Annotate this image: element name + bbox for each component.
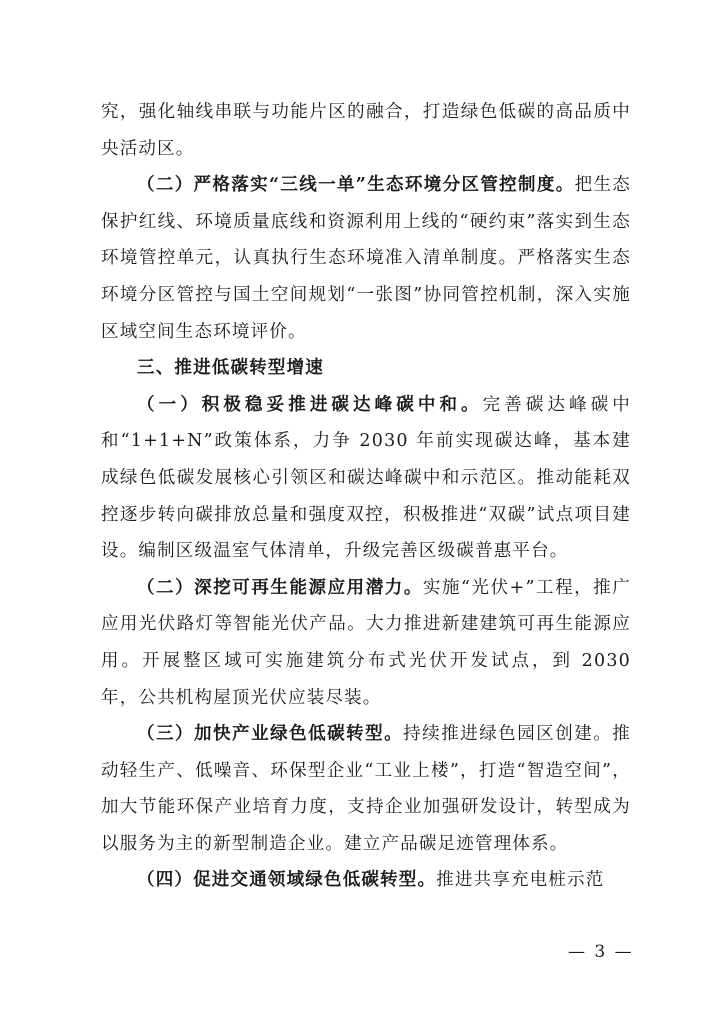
paragraph-lead: （二）严格落实“三线一单”生态环境分区管控制度。 bbox=[137, 175, 575, 196]
body-text bbox=[101, 94, 631, 899]
paragraph-text: 把生态保护红线、环境质量底线和资源利用上线的“硬约束”落实到生态环境管控单元，认真执行生态环境准入清单制度。严格落实生态环境分区管控与国土空间规划“一张图”协同管控机制，深入实施区域空间生态环境评价。 bbox=[101, 175, 631, 342]
paragraph-text: 推进共享充电桩示范 bbox=[436, 870, 605, 891]
paragraph-lead: （四）促进交通领域绿色低碳转型。 bbox=[137, 870, 437, 891]
section-heading: 三、推进低碳转型增速 bbox=[137, 358, 324, 379]
paragraph-continuation bbox=[101, 94, 631, 167]
paragraph-text: 实施“光伏+”工程，推广应用光伏路灯等智能光伏产品。大力推进新建建筑可再生能源应用。开展整区域可实施建筑分布式光伏开发试点，到 2030 年，公共机构屋顶光伏应装尽装。 bbox=[101, 577, 631, 708]
paragraph-text: 究，强化轴线串联与功能片区的融合，打造绿色低碳的高品质中央活动区。 bbox=[101, 102, 631, 159]
paragraph-lead: （一）积极稳妥推进碳达峰碳中和。 bbox=[137, 394, 483, 415]
paragraph-text: 完善碳达峰碳中和“1+1+N”政策体系，力争 2030 年前实现碳达峰，基本建成绿色低碳发展核心引领区和碳达峰碳中和示范区。推动能耗双控逐步转向碳排放总量和强度双控，积极推进“双碳”试点项目建设。编制区级温室气体清单，升级完善区级碳普惠平台。 bbox=[101, 394, 631, 562]
paragraph-industry-transition bbox=[101, 716, 631, 862]
paragraph-ecological-zoning bbox=[101, 167, 631, 350]
paragraph-transport-transition bbox=[101, 862, 631, 899]
paragraph-renewable-energy bbox=[101, 570, 631, 716]
paragraph-carbon-peak bbox=[101, 387, 631, 570]
paragraph-text: 持续推进绿色园区创建。推动轻生产、低噪音、环保型企业“工业上楼”，打造“智造空间”，加大节能环保产业培育力度，支持企业加强研发设计，转型成为以服务为主的新型制造企业。建立产品碳足迹管理体系。 bbox=[101, 724, 631, 854]
paragraph-lead: （三）加快产业绿色低碳转型。 bbox=[137, 724, 404, 745]
page-number: — 3 — bbox=[568, 942, 634, 962]
paragraph-lead: （二）深挖可再生能源应用潜力。 bbox=[137, 577, 423, 598]
